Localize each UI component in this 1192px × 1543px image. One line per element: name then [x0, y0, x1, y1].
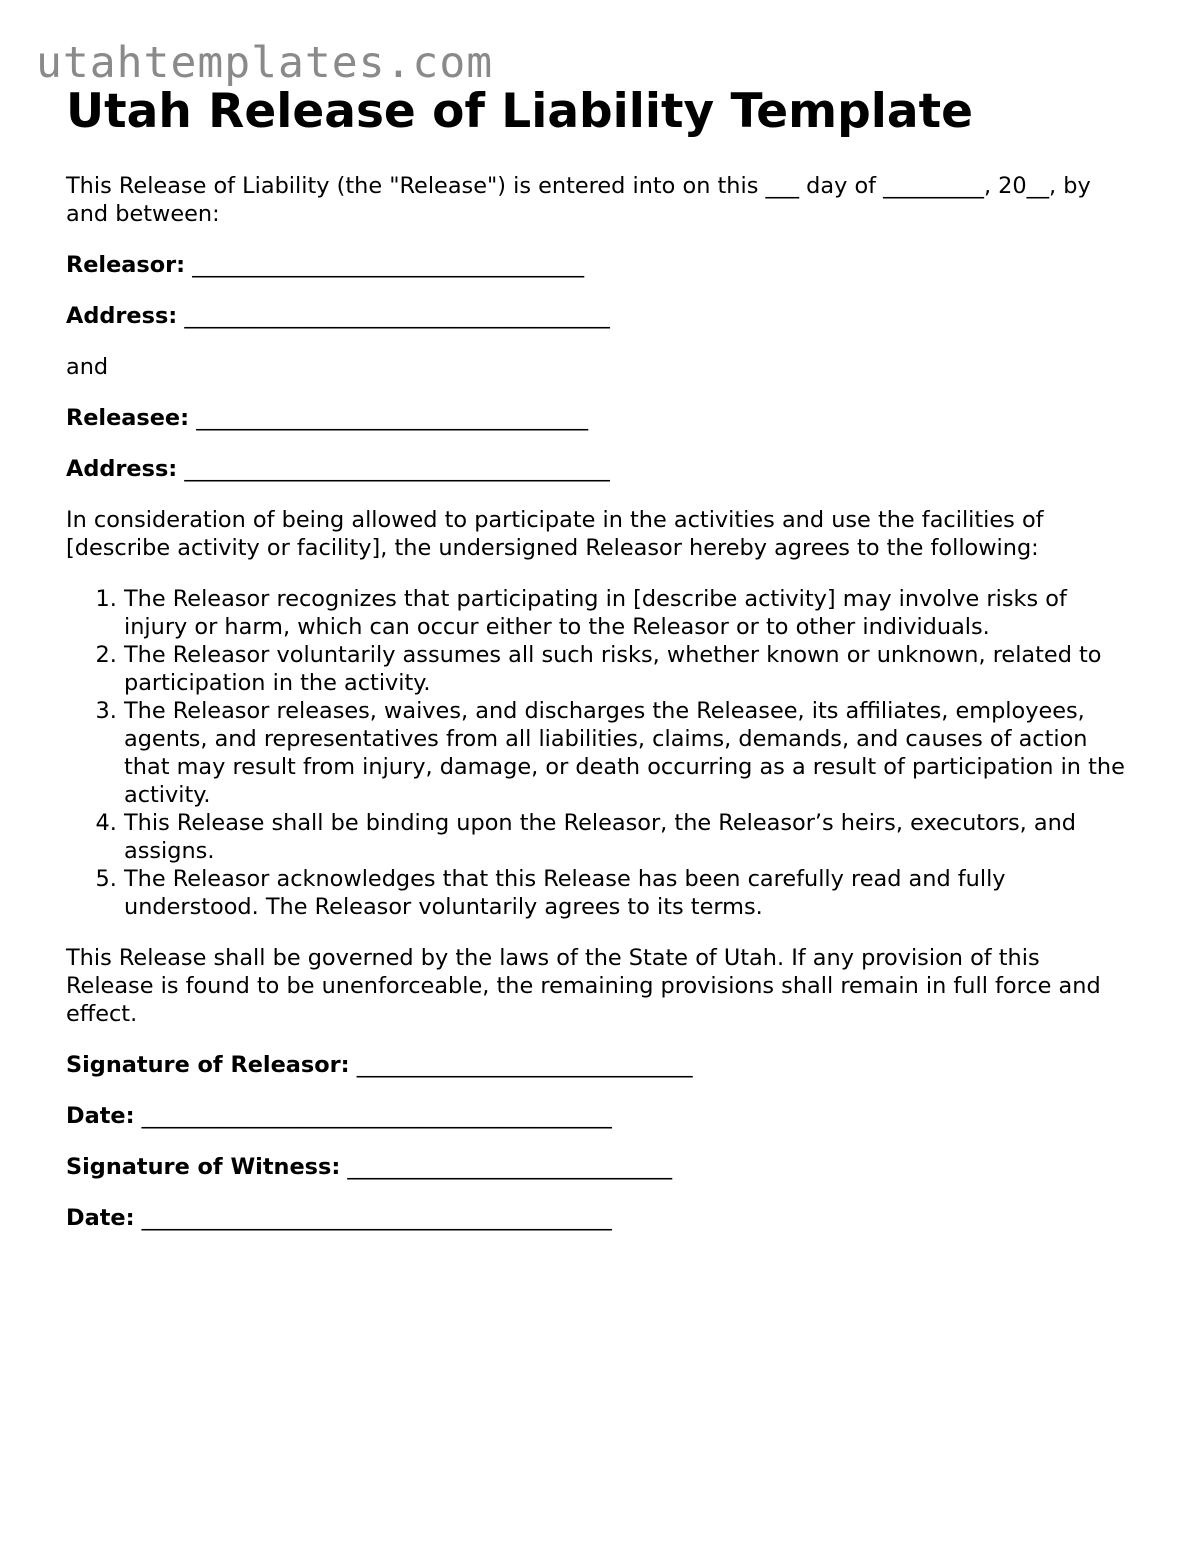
document-body	[66, 82, 1128, 1255]
witness-date-label: Date:	[66, 1205, 135, 1231]
releasee-address-label: Address:	[66, 456, 178, 482]
list-item: 3. The Releasor releases, waives, and discharges the Releasee, its affiliates, employees, agents, and representatives from all liabilities, claims, demands, and causes of action that may result from injury, damage, or death occurring as a result of participation in the activity.	[124, 697, 1128, 809]
releasor-address-blank: ______________________________________	[184, 303, 610, 329]
releasee-field	[66, 404, 1128, 432]
releasor-label: Releasor:	[66, 252, 186, 278]
releasor-field	[66, 251, 1128, 279]
releasee-address-field	[66, 455, 1128, 483]
releasee-label: Releasee:	[66, 405, 190, 431]
releasor-date-label: Date:	[66, 1103, 135, 1129]
governing-law-paragraph: This Release shall be governed by the laws of the State of Utah. If any provision of this Release is found to be unenforceable, the remaining provisions shall remain in full force and effect.	[66, 945, 1101, 1027]
list-item: 2. The Releasor voluntarily assumes all such risks, whether known or unknown, related to participation in the activity.	[124, 641, 1128, 697]
terms-list	[66, 585, 1128, 921]
releasor-signature-blank: ______________________________	[356, 1052, 693, 1078]
releasee-address-blank: ______________________________________	[184, 456, 610, 482]
list-item: 5. The Releasor acknowledges that this Release has been carefully read and fully understood. The Releasor voluntarily agrees to its terms.	[124, 865, 1128, 921]
list-item: 1. The Releasor recognizes that participating in [describe activity] may involve risks of injury or harm, which can occur either to the Releasor or to other individuals.	[124, 585, 1128, 641]
list-item: 4. This Release shall be binding upon the Releasor, the Releasor’s heirs, executors, and assigns.	[124, 809, 1128, 865]
and-text: and	[66, 354, 109, 380]
site-watermark: utahtemplates.com	[36, 38, 494, 88]
releasee-blank: ___________________________________	[196, 405, 589, 431]
witness-signature-field	[66, 1153, 1128, 1181]
witness-signature-label: Signature of Witness:	[66, 1154, 341, 1180]
releasor-date-blank: __________________________________________	[141, 1103, 612, 1129]
releasor-signature-field	[66, 1051, 1128, 1079]
document-title: Utah Release of Liability Template	[66, 84, 973, 139]
releasor-blank: ___________________________________	[192, 252, 585, 278]
releasor-date-field	[66, 1102, 1128, 1130]
witness-date-field	[66, 1204, 1128, 1232]
releasor-signature-label: Signature of Releasor:	[66, 1052, 350, 1078]
intro-paragraph: This Release of Liability (the "Release") is entered into on this ___ day of _________, 20__, by and between:	[66, 173, 1091, 227]
witness-date-blank: __________________________________________	[141, 1205, 612, 1231]
releasor-address-field	[66, 302, 1128, 330]
witness-signature-blank: _____________________________	[347, 1154, 673, 1180]
consideration-paragraph: In consideration of being allowed to participate in the activities and use the facilities of [describe activity or facility], the undersigned Releasor hereby agrees to the following:	[66, 507, 1044, 561]
releasor-address-label: Address:	[66, 303, 178, 329]
